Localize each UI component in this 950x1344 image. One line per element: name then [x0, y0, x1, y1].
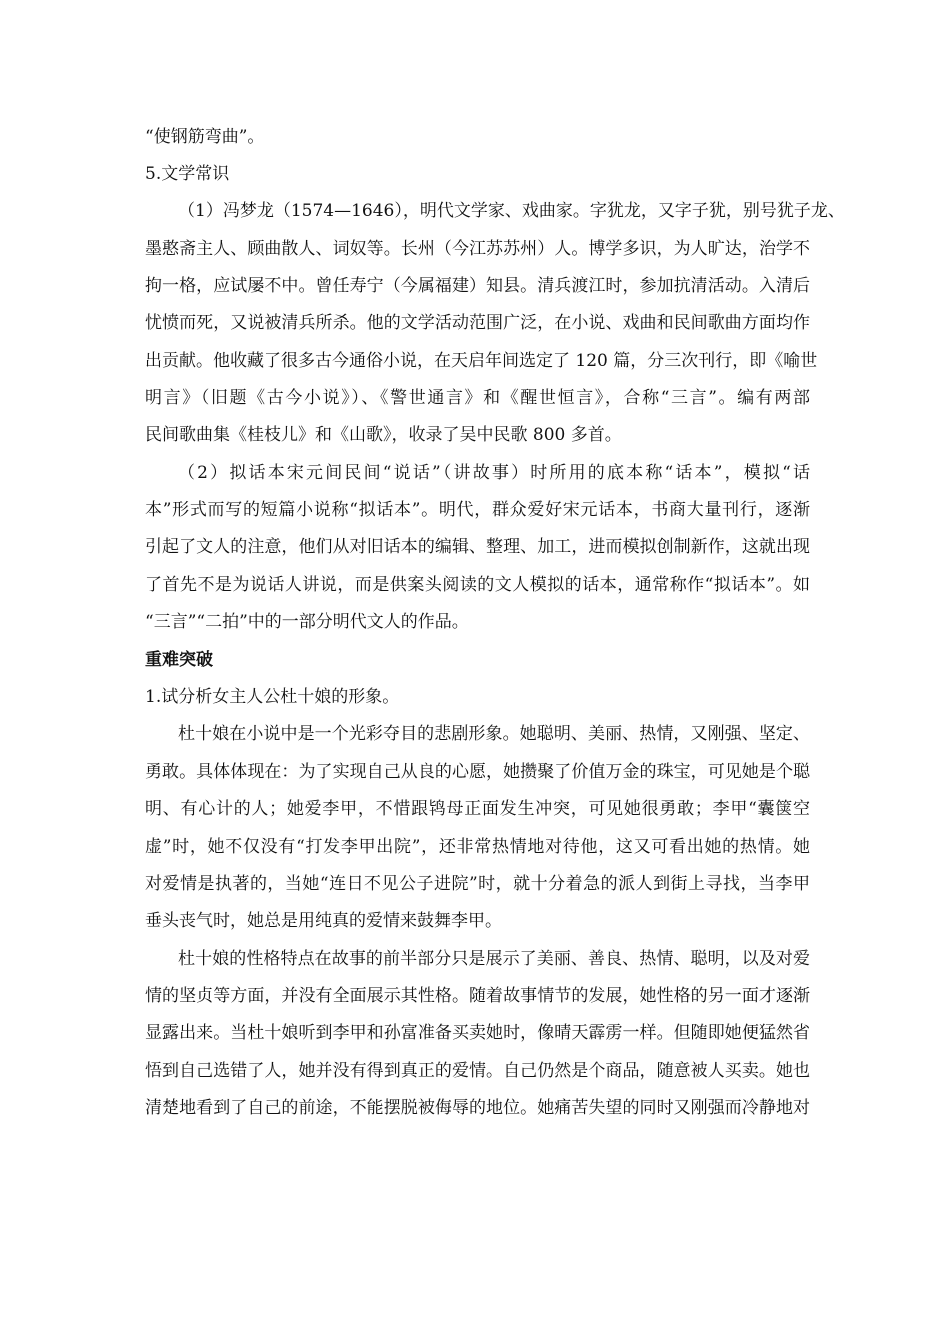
text-line: “三言”“二拍”中的一部分明代文人的作品。	[145, 612, 469, 632]
text-line: 垂头丧气时，她总是用纯真的爱情来鼓舞李甲。	[145, 911, 502, 931]
text-line: 勇敢。具体体现在：为了实现自己从良的心愿，她攒聚了价值万金的珠宝，可见她是个聪	[145, 762, 810, 782]
text-line: 杜十娘在小说中是一个光彩夺目的悲剧形象。她聪明、美丽、热情，又刚强、坚定、	[178, 724, 810, 744]
text-line: 1.试分析女主人公杜十娘的形象。	[145, 687, 400, 707]
section-heading: 重难突破	[145, 650, 213, 670]
text-line: 本”形式而写的短篇小说称“拟话本”。明代，群众爱好宋元话本，书商大量刊行，逐渐	[145, 500, 810, 520]
text-line: 拘一格，应试屡不中。曾任寿宁（今属福建）知县。清兵渡江时，参加抗清活动。入清后	[145, 276, 810, 296]
text-line: 情的坚贞等方面，并没有全面展示其性格。随着故事情节的发展，她性格的另一面才逐渐	[145, 986, 810, 1006]
text-line: 墨憨斋主人、顾曲散人、词奴等。长州（今江苏苏州）人。博学多识，为人旷达，治学不	[145, 239, 810, 259]
text-line: 杜十娘的性格特点在故事的前半部分只是展示了美丽、善良、热情、聪明，以及对爱	[178, 949, 810, 969]
text-line: 了首先不是为说话人讲说，而是供案头阅读的文人模拟的话本，通常称作“拟话本”。如	[145, 575, 810, 595]
text-line: （2）拟话本宋元间民间“说话”（讲故事）时所用的底本称“话本”，模拟“话	[178, 463, 810, 483]
text-line: 出贡献。他收藏了很多古今通俗小说，在天启年间选定了 120 篇，分三次刊行，即《喻世	[145, 351, 818, 371]
text-line: 引起了文人的注意，他们从对旧话本的编辑、整理、加工，进而模拟创制新作，这就出现	[145, 537, 810, 557]
text-line: “使钢筋弯曲”。	[145, 127, 265, 147]
text-line: 民间歌曲集《桂枝儿》和《山歌》，收录了吴中民歌 800 多首。	[145, 425, 622, 445]
text-line: 对爱情是执著的，当她“连日不见公子进院”时，就十分着急的派人到街上寻找，当李甲	[145, 874, 810, 894]
text-line: 明、有心计的人；她爱李甲，不惜跟鸨母正面发生冲突，可见她很勇敢；李甲“囊箧空	[145, 799, 810, 819]
text-line: 忧愤而死，又说被清兵所杀。他的文学活动范围广泛，在小说、戏曲和民间歌曲方面均作	[145, 313, 810, 333]
text-line: （1）冯梦龙（1574—1646），明代文学家、戏曲家。字犹龙，又字子犹，别号犹子龙、	[178, 201, 845, 221]
text-line: 悟到自己选错了人，她并没有得到真正的爱情。自己仍然是个商品，随意被人买卖。她也	[145, 1061, 810, 1081]
text-line: 清楚地看到了自己的前途，不能摆脱被侮辱的地位。她痛苦失望的同时又刚强而冷静地对	[145, 1098, 810, 1118]
text-line: 明言》（旧题《古今小说》）、《警世通言》和《醒世恒言》，合称“三言”。编有两部	[145, 388, 810, 408]
text-line: 显露出来。当杜十娘听到李甲和孙富准备买卖她时，像晴天霹雳一样。但随即她便猛然省	[145, 1023, 810, 1043]
text-line: 5.文学常识	[145, 164, 230, 184]
text-line: 虚”时，她不仅没有“打发李甲出院”，还非常热情地对待他，这又可看出她的热情。她	[145, 837, 810, 857]
